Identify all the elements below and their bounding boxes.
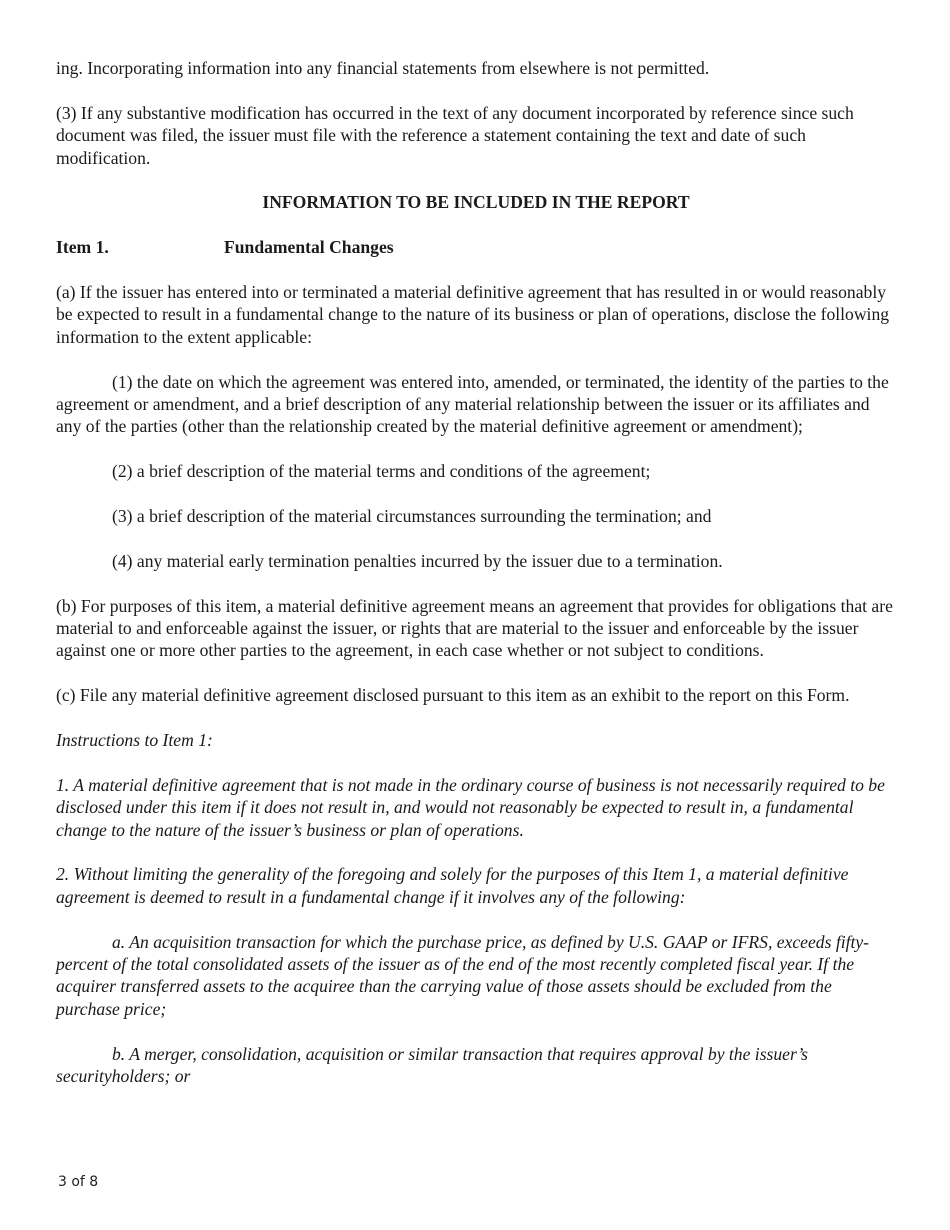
item-1-title: Fundamental Changes: [224, 237, 394, 258]
item-1-number: Item 1.: [56, 237, 109, 258]
list-item-3: (3) a brief description of the material circumstances surrounding the termination; and: [112, 506, 712, 527]
instruction-2: 2. Without limiting the generality of the foregoing and solely for the purposes of this Item 1, a material definitive agreement is deemed to result in a fundamental change if it involves any of the following:: [56, 864, 849, 907]
list-item-1: (1) the date on which the agreement was entered into, amended, or terminated, the identity of the parties to the agreement or amendment, and a brief description of any material relationship between the issuer or its affiliates and any of the parties (other than the relationship created by the material definitive agreement or amendment);: [56, 371, 889, 437]
instruction-2-b: b. A merger, consolidation, acquisition or similar transaction that requires approval by the issuer’s securityholders; or: [56, 1043, 808, 1087]
list-item-2: (2) a brief description of the material terms and conditions of the agreement;: [112, 461, 651, 482]
page-number: 3 of 8: [58, 1174, 99, 1190]
section-heading: INFORMATION TO BE INCLUDED IN THE REPORT: [262, 192, 690, 213]
continuation-text: ing. Incorporating information into any financial statements from elsewhere is not permitted.: [56, 58, 710, 78]
instruction-2-a: a. An acquisition transaction for which the purchase price, as defined by U.S. GAAP or IFRS, exceeds fifty-percent of the total consolidated assets of the issuer as of the end of the most recently completed fiscal year. If the acquirer transferred assets to the acquiree than the carrying value of those assets should be excluded from the purchase price;: [56, 931, 870, 1019]
paragraph-b: (b) For purposes of this item, a material definitive agreement means an agreement that provides for obligations that are material to and enforceable against the issuer, or rights that are material to the issuer and enforceable by the issuer against one or more other parties to the agreement, in each case whether or not subject to conditions.: [56, 595, 893, 661]
paragraph-a: (a) If the issuer has entered into or terminated a material definitive agreement that has resulted in or would reasonably be expected to result in a fundamental change to the nature of its business or plan of operations, disclose the following information to the extent applicable:: [56, 282, 890, 347]
paragraph-3: (3) If any substantive modification has occurred in the text of any document incorporated by reference since such document was filed, the issuer must file with the reference a statement containing the text and date of such modification.: [56, 102, 854, 168]
paragraph-c: (c) File any material definitive agreement disclosed pursuant to this item as an exhibit to the report on this Form.: [56, 685, 850, 706]
instruction-1: 1. A material definitive agreement that is not made in the ordinary course of business is not necessarily required to be disclosed under this item if it does not result in, and would not reasonably be expected to result in, a fundamental change to the nature of the issuer’s business or plan of operations.: [56, 774, 885, 840]
document-page: [56, 57, 896, 1110]
instructions-heading: Instructions to Item 1:: [56, 730, 213, 751]
list-item-4: (4) any material early termination penalties incurred by the issuer due to a termination.: [112, 550, 723, 571]
item-1-heading: [56, 236, 896, 258]
